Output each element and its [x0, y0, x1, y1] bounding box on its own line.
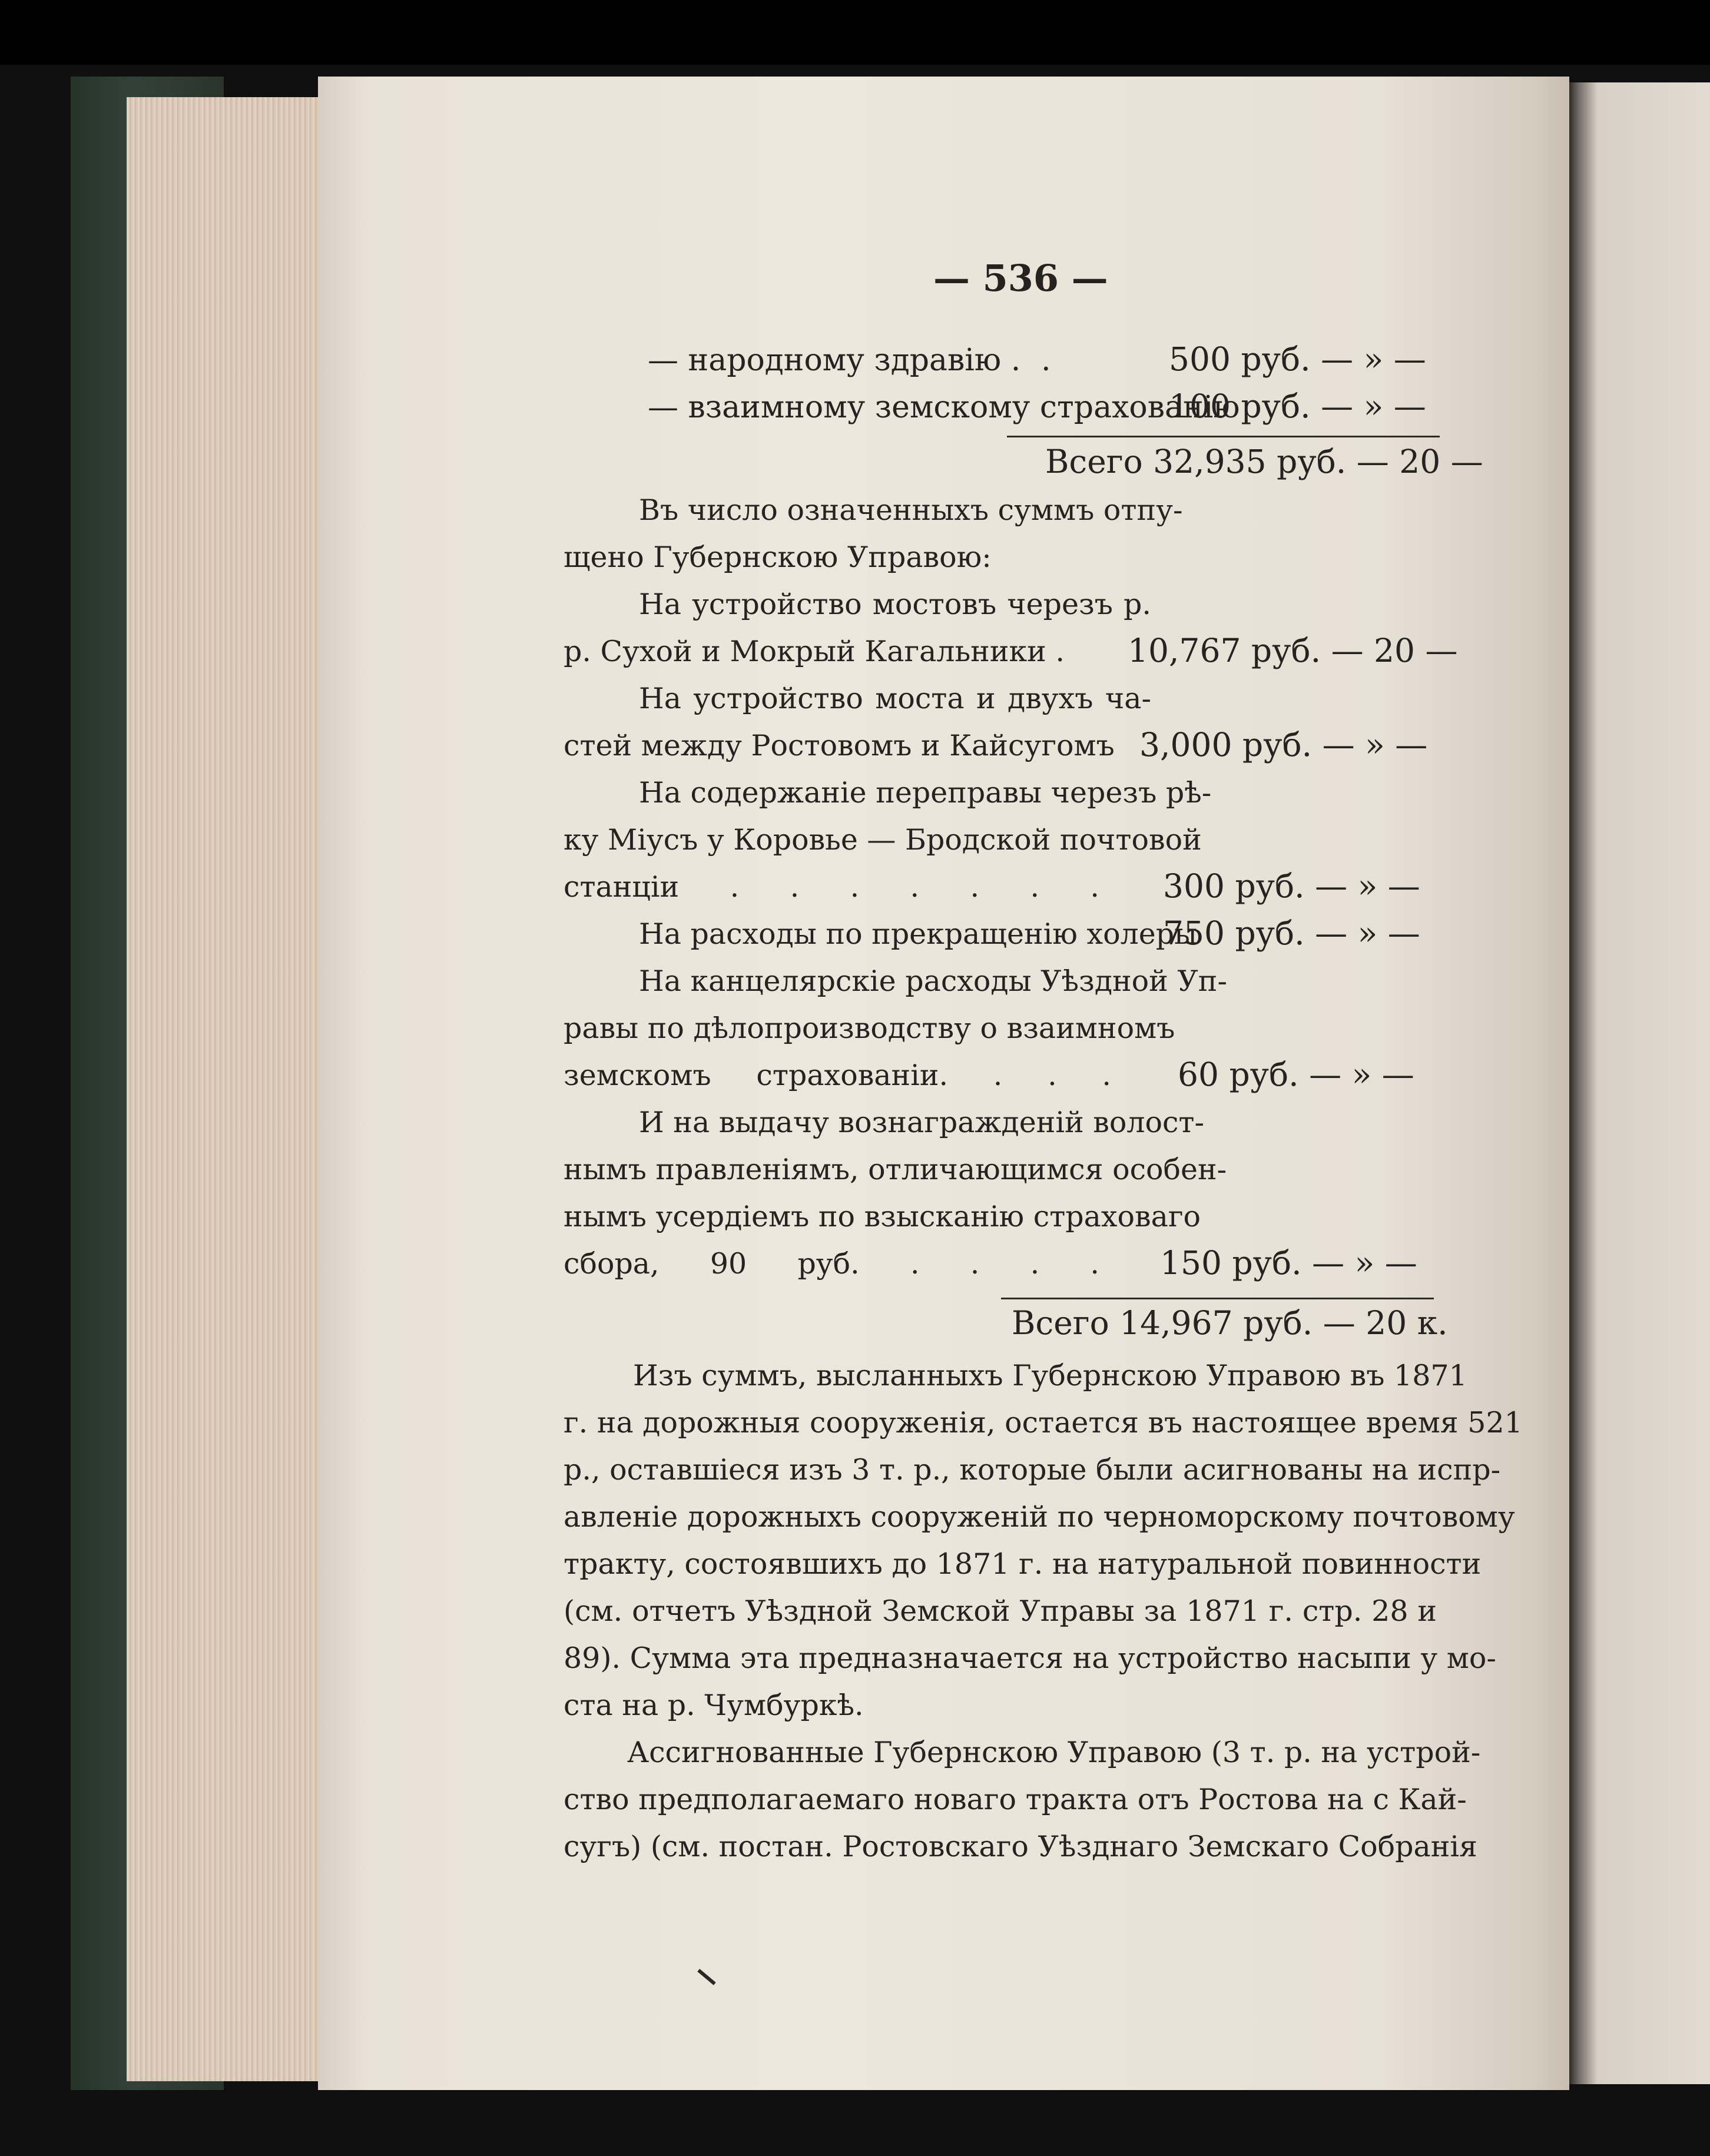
intro-line: щено Губернскою Управою: — [564, 540, 992, 574]
paragraph-line: ство предполагаемаго новаго тракта отъ Ростова на с Кай- — [564, 1783, 1467, 1816]
item-line: нымъ усердіемъ по взысканію страховаго — [564, 1200, 1201, 1233]
item-amount: 3,000 руб. — » — — [1139, 726, 1428, 764]
item-amount: 750 руб. — » — — [1163, 914, 1420, 952]
item-line: На расходы по прекращенію холеры — [639, 917, 1198, 951]
item-line: равы по дѣлопроизводству о взаимномъ — [564, 1011, 1175, 1045]
top-item-amount: 500 руб. — » — — [1169, 340, 1426, 378]
item-amount: 10,767 руб. — 20 — — [1128, 632, 1458, 669]
item-line: На устройство моста и двухъ ча- — [639, 682, 1151, 715]
page-block-edge — [127, 97, 330, 2081]
paragraph-line: Изъ суммъ, высланныхъ Губернскою Управою въ 1871 — [633, 1359, 1467, 1392]
item-line: И на выдачу вознагражденій волост- — [639, 1106, 1205, 1139]
paragraph-line: сугъ) (см. постан. Ростовскаго Уѣзднаго Земскаго Собранія — [564, 1830, 1477, 1863]
page-number: — 536 — — [933, 257, 1108, 300]
item-line: ку Міусъ у Коровье — Бродской почтовой — [564, 823, 1202, 857]
paragraph-line: тракту, состоявшихъ до 1871 г. на натуральной повинности — [564, 1547, 1482, 1581]
top-item-label: — народному здравію . — [648, 343, 1021, 378]
item-amount: 150 руб. — » — — [1160, 1244, 1417, 1282]
paragraph-line: р., оставшіеся изъ 3 т. р., которые были асигнованы на испр- — [564, 1453, 1501, 1487]
sum-rule — [1001, 1298, 1434, 1299]
paragraph-line: ста на р. Чумбуркѣ. — [564, 1689, 864, 1722]
item-line: На содержаніе переправы черезъ рѣ- — [639, 776, 1212, 810]
item-line: На устройство мостовъ черезъ р. — [639, 588, 1151, 621]
item-line: р. Сухой и Мокрый Кагальники . — [564, 635, 1065, 668]
sum-rule — [1007, 436, 1440, 437]
paragraph-line: (см. отчетъ Уѣздной Земской Управы за 1871 г. стр. 28 и — [564, 1594, 1437, 1628]
item-line: земскомъ страхованіи. . . . — [564, 1059, 1111, 1092]
item-amount: 60 руб. — » — — [1178, 1056, 1414, 1093]
paragraph-line: 89). Сумма эта предназначается на устройство насыпи у мо- — [564, 1641, 1496, 1675]
paragraph-line: г. на дорожныя сооруженія, остается въ настоящее время 521 — [564, 1406, 1523, 1439]
total-1: Всего 32,935 руб. — 20 — — [1045, 443, 1483, 480]
item-line: На канцелярскіе расходы Уѣздной Уп- — [639, 964, 1228, 998]
item-line: стей между Ростовомъ и Кайсугомъ — [564, 729, 1115, 762]
item-amount: 300 руб. — » — — [1163, 867, 1420, 905]
top-item-amount: 100 руб. — » — — [1169, 387, 1426, 425]
total-2: Всего 14,967 руб. — 20 к. — [1012, 1304, 1448, 1342]
intro-line: Въ число означенныхъ суммъ отпу- — [639, 493, 1183, 527]
paragraph-line: Ассигнованные Губернскою Управою (3 т. р. на устрой- — [627, 1736, 1481, 1769]
top-item-label: — взаимному земскому страхованію — [648, 390, 1240, 425]
paragraph-line: авленіе дорожныхъ сооруженій по черноморскому почтовому — [564, 1500, 1515, 1534]
next-page-edge — [1569, 82, 1710, 2084]
item-line: сбора, 90 руб. . . . . — [564, 1247, 1099, 1281]
scan-top-border — [0, 0, 1710, 65]
item-line: нымъ правленіямъ, отличающимся особен- — [564, 1153, 1227, 1186]
top-item-dot: . — [1041, 343, 1051, 378]
item-line: станціи . . . . . . . — [564, 870, 1099, 904]
